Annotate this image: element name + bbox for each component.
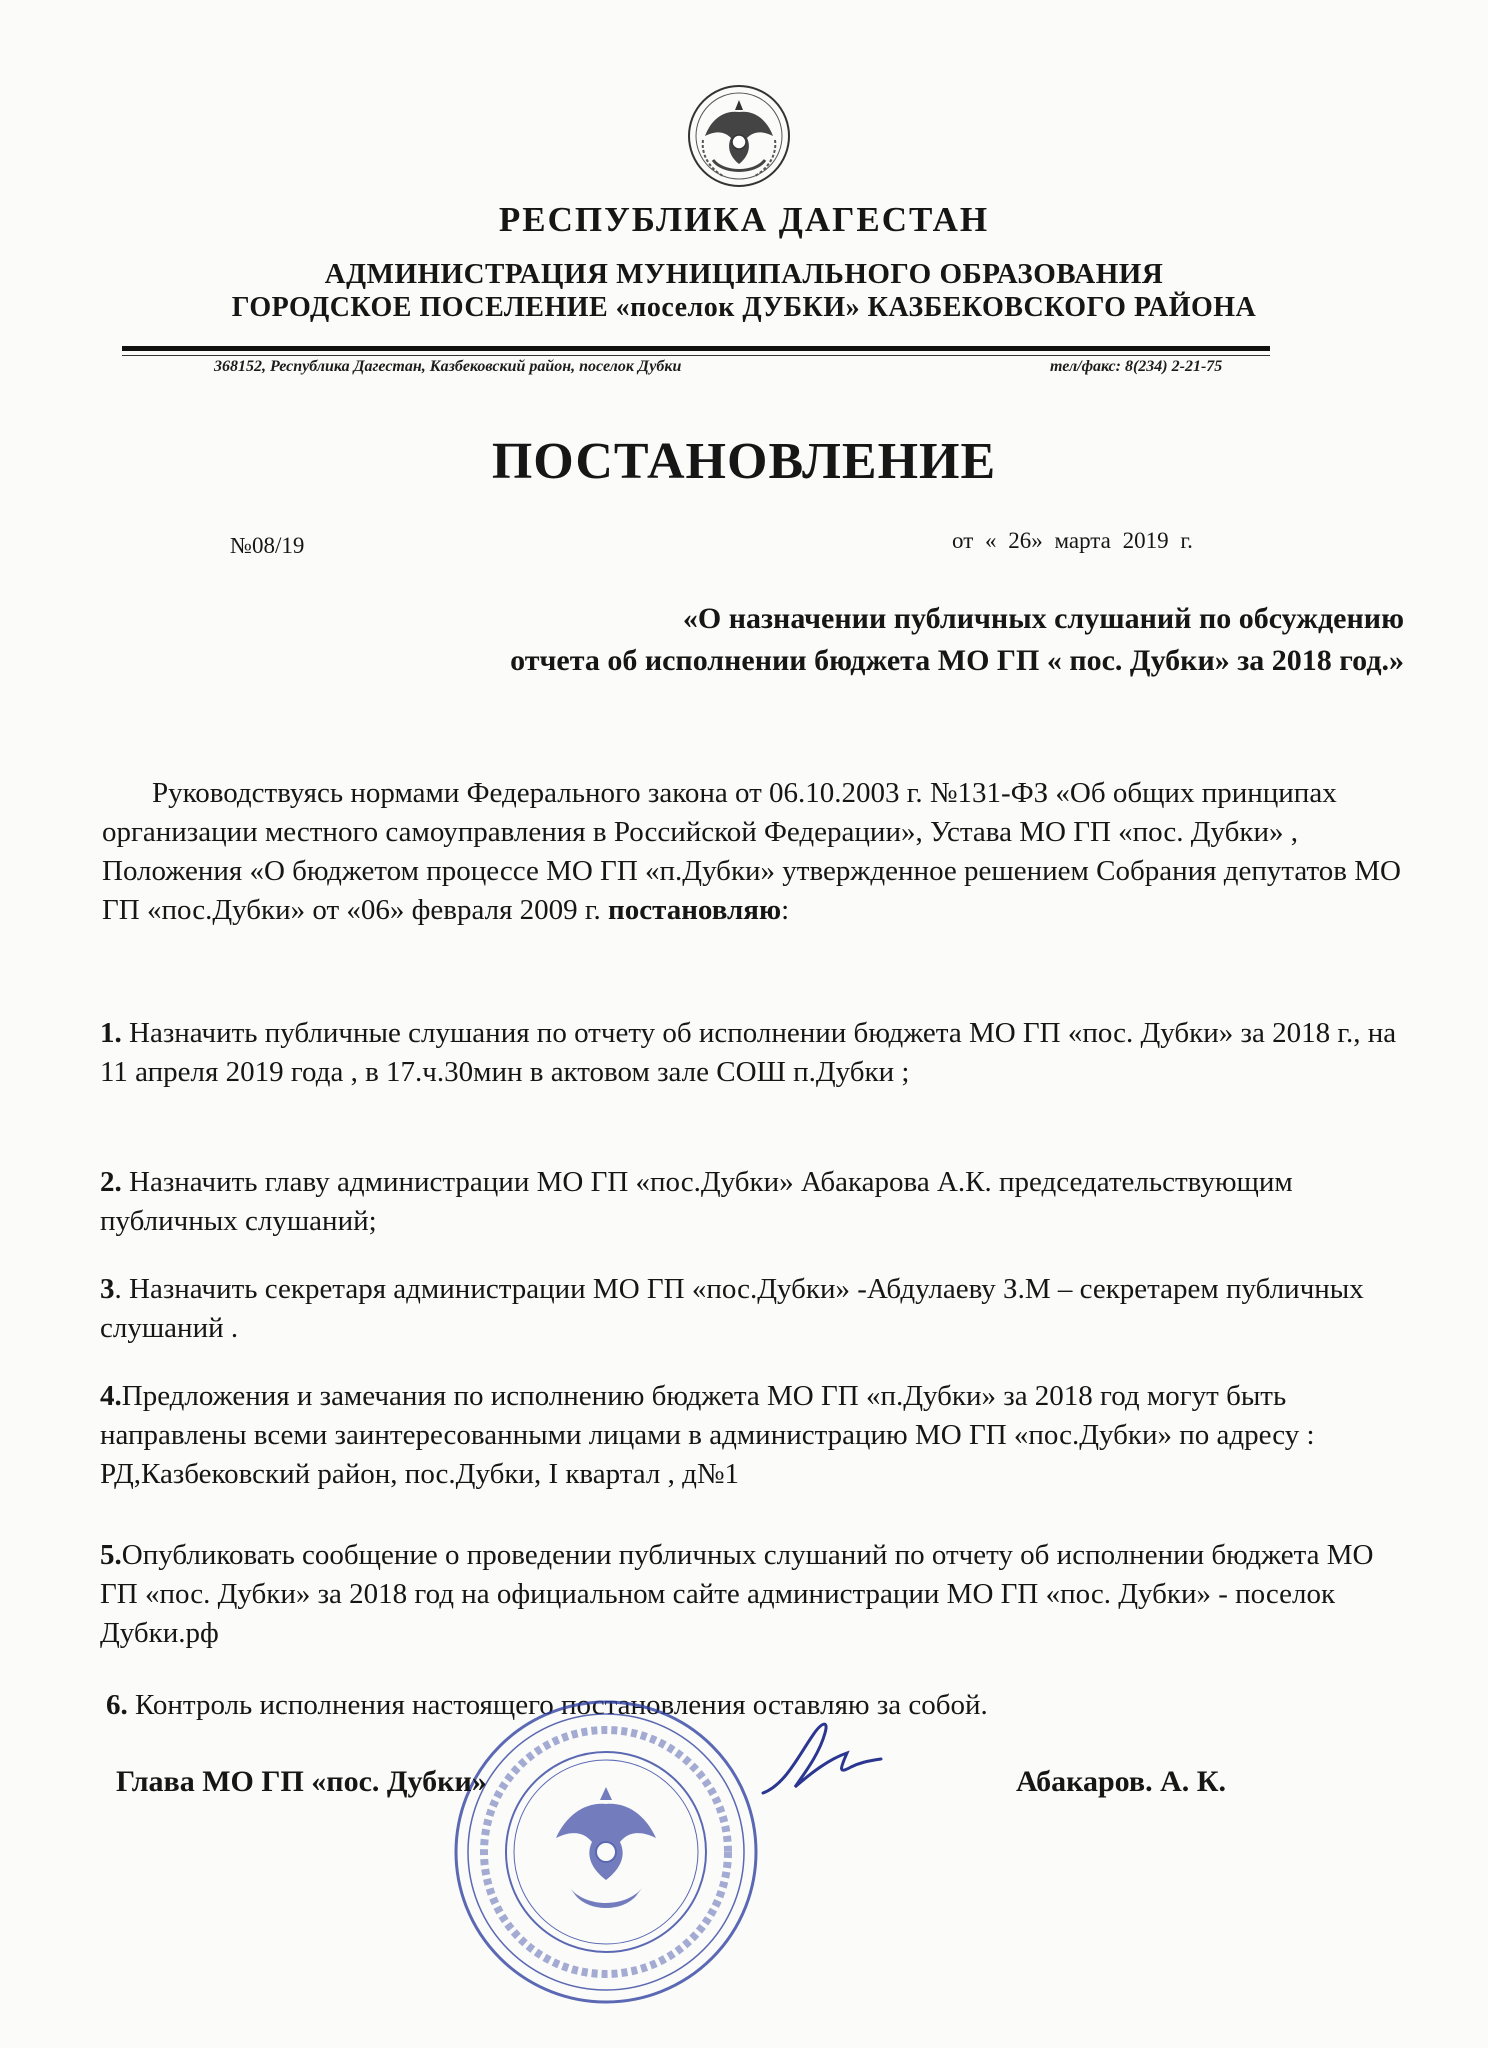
handwritten-signature [755,1715,895,1805]
item-text: Назначить публичные слушания по отчету об исполнении бюджета МО ГП «пос. Дубки» за 2018 г., на 11 апреля 2019 года , в 17.ч.30мин в актовом зале СОШ п.Дубки ; [100,1017,1397,1088]
preamble-text: Руководствуясь нормами Федерального закона от 06.10.2003 г. №131-ФЗ «Об общих принципах организации местного самоуправления в Российской Федерации», Устава МО ГП «пос. Дубки» , Положения «О бюджетом процессе МО ГП «п.Дубки» утвержденное решением Собрания депутатов МО ГП «пос.Дубки» от «06» февраля 2009 г. [102,777,1401,926]
item-number: 4. [100,1380,122,1412]
item-number: 1. [100,1017,122,1049]
header-divider-thick [122,346,1270,351]
resolve-word: постановляю [608,894,782,926]
document-subject [204,598,1404,682]
item-text: Назначить главу администрации МО ГП «пос.Дубки» Абакарова А.К. председательствующим публичных слушаний; [100,1166,1293,1237]
list-item [100,1270,1410,1348]
subject-line1: «О назначении публичных слушаний по обсуждению [682,602,1404,635]
item-text: Предложения и замечания по исполнению бюджета МО ГП «п.Дубки» за 2018 год могут быть направлены всеми заинтересованными лицами в администрацию МО ГП «пос.Дубки» по адресу : РД,Казбековский район, пос.Дубки, I квартал , д№1 [100,1380,1315,1490]
list-item [100,1163,1410,1241]
administration-title-line2: ГОРОДСКОЕ ПОСЕЛЕНИЕ «поселок ДУБКИ» КАЗБЕКОВСКОГО РАЙОНА [231,292,1257,323]
item-number: 3 [100,1273,115,1305]
signatory-name: Абакаров. А. К. [1016,1765,1227,1798]
item-number: 6. [106,1689,128,1721]
document-date: от « 26» марта 2019 г. [952,528,1193,553]
header-divider-thin [122,355,1270,356]
phone-fax: тел/факс: 8(234) 2-21-75 [1050,358,1223,375]
resolve-colon: : [781,894,790,926]
postal-address: 368152, Республика Дагестан, Казбековский район, поселок Дубки [214,358,682,375]
item-number: 2. [100,1166,122,1198]
item-text: . Назначить секретаря администрации МО ГП «пос.Дубки» -Абдулаеву З.М – секретарем публичных слушаний . [100,1273,1364,1344]
coat-of-arms-emblem [683,80,795,192]
list-item [100,1536,1410,1653]
list-item [100,1014,1410,1092]
item-text: Контроль исполнения настоящего постановления оставляю за собой. [127,1689,988,1721]
preamble-paragraph [102,774,1412,930]
item-number: 5. [100,1539,122,1571]
administration-title-line1: АДМИНИСТРАЦИЯ МУНИЦИПАЛЬНОГО ОБРАЗОВАНИЯ [324,258,1164,290]
item-text: Опубликовать сообщение о проведении публичных слушаний по отчету об исполнении бюджета МО ГП «пос. Дубки» за 2018 год на официальном сайте администрации МО ГП «пос. Дубки» - поселок Дубки.рф [100,1539,1374,1649]
official-seal-stamp [446,1692,766,2012]
republic-title: РЕСПУБЛИКА ДАГЕСТАН [498,200,990,239]
subject-line2: отчета об исполнении бюджета МО ГП « пос. Дубки» за 2018 год.» [510,644,1404,677]
document-number: №08/19 [230,533,305,558]
signatory-position: Глава МО ГП «пос. Дубки» [116,1765,487,1798]
document-title: ПОСТАНОВЛЕНИЕ [491,433,997,490]
list-item [100,1377,1410,1494]
